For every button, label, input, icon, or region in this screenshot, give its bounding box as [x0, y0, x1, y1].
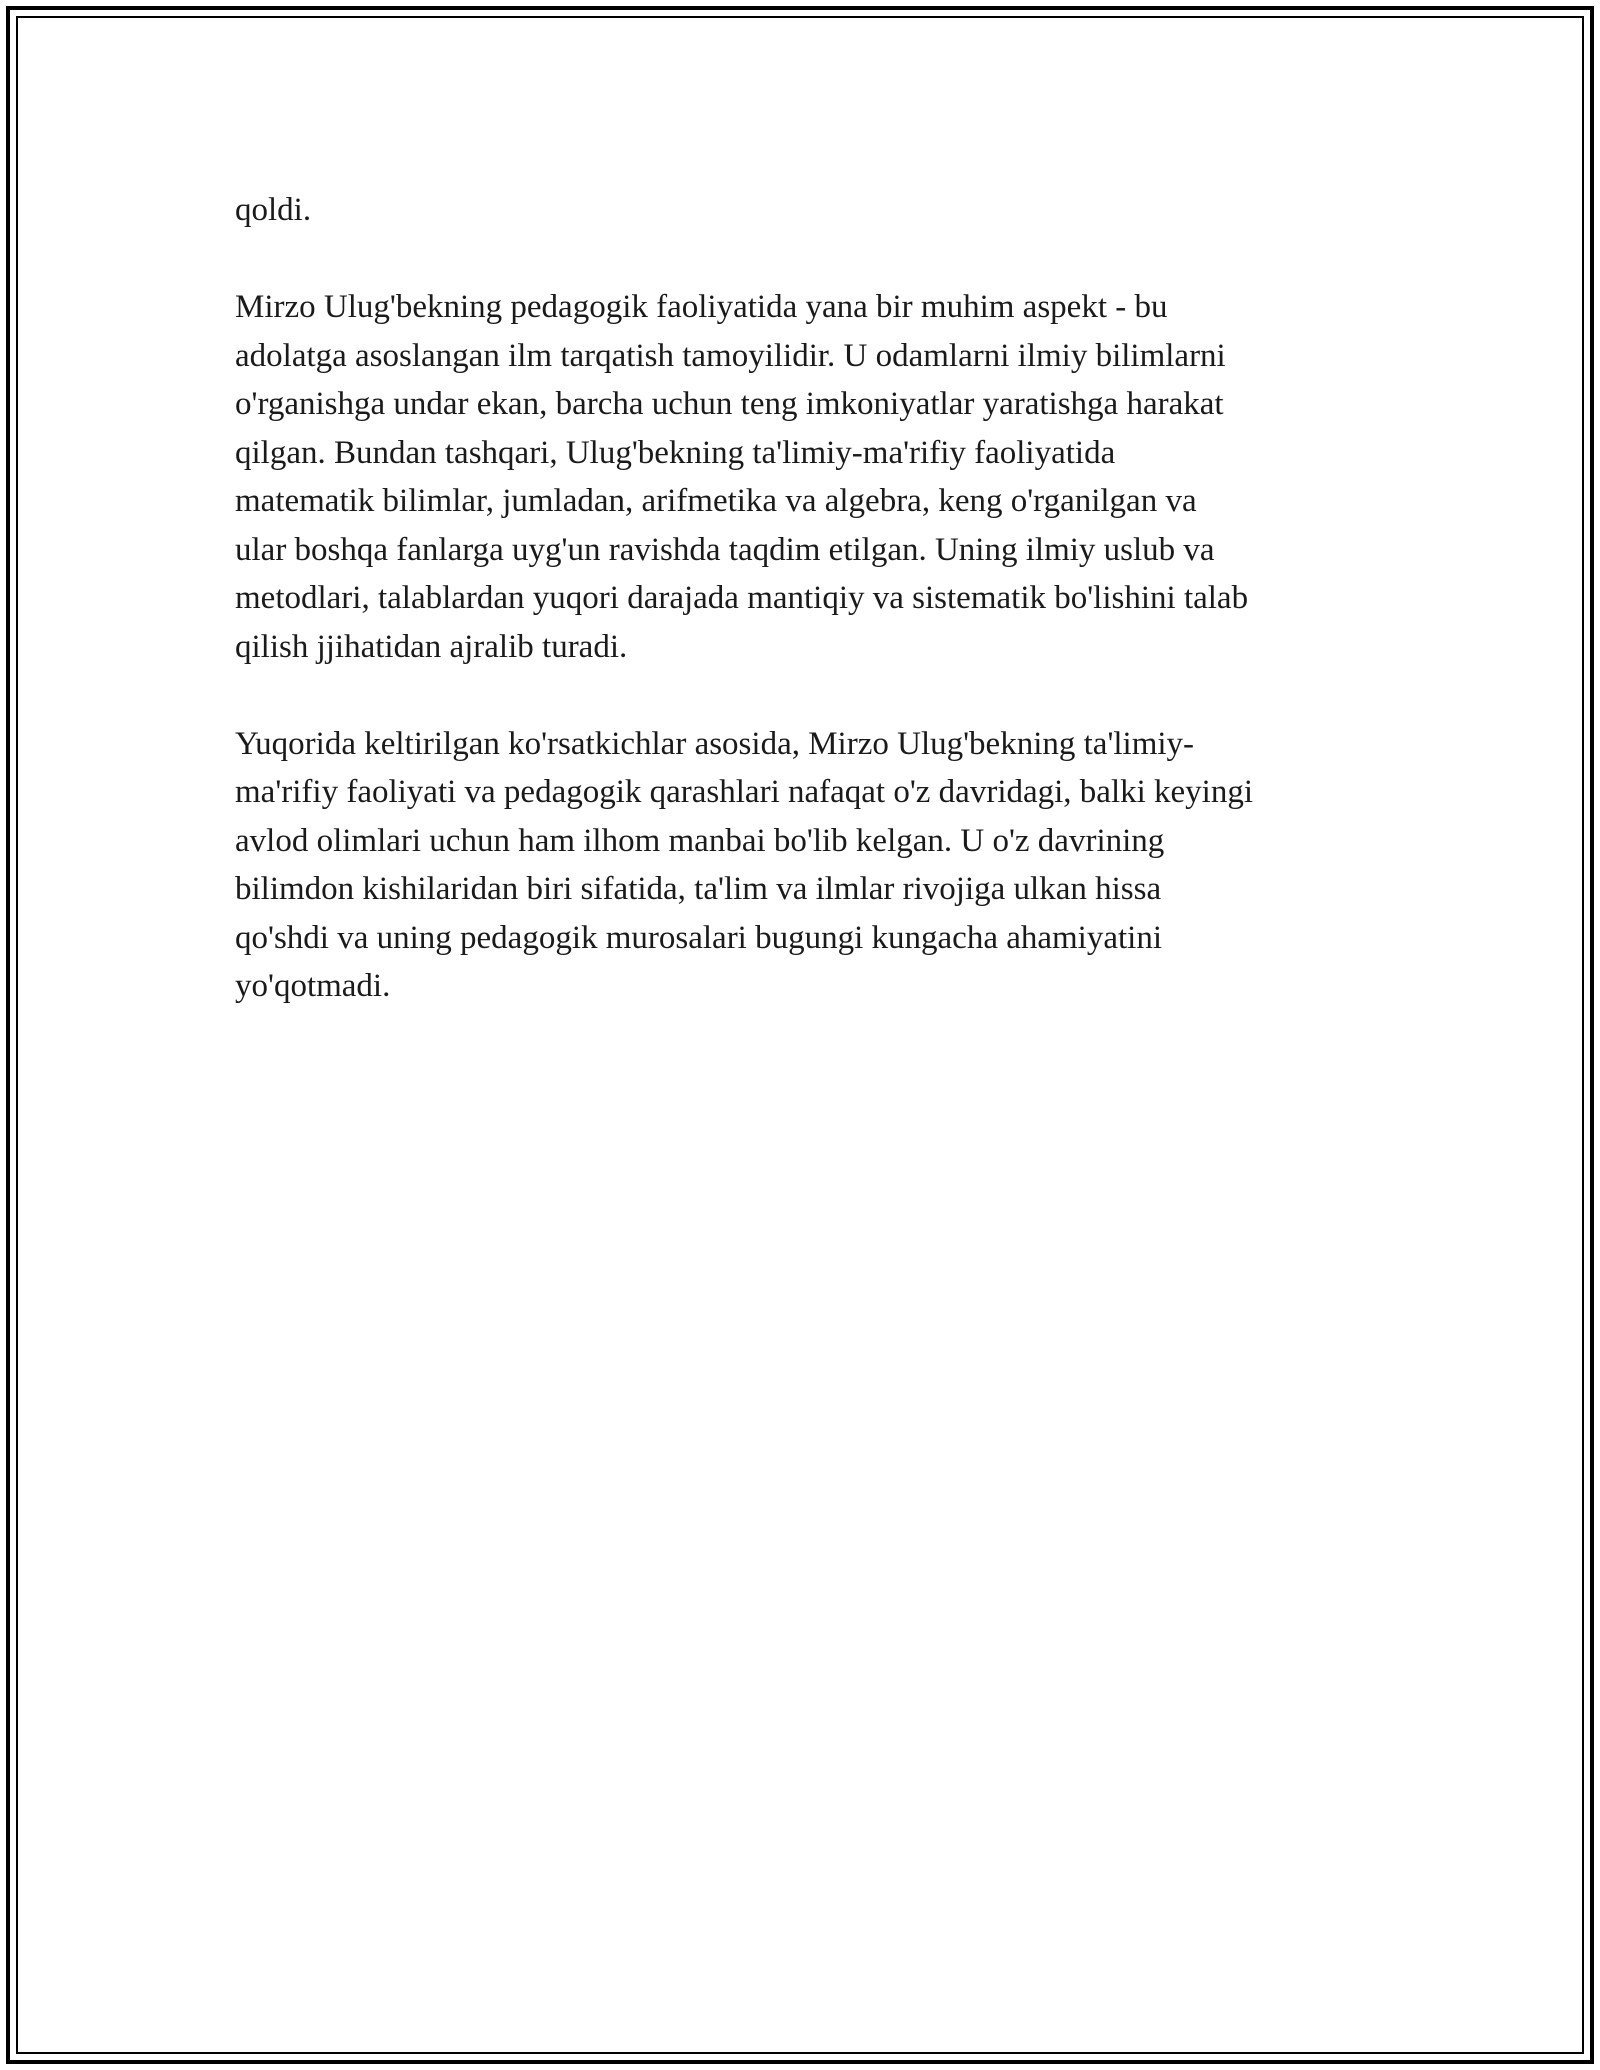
text-line: qoldi. [235, 192, 312, 228]
text-line: matematik bilimlar, jumladan, arifmetika va algebra, keng o'rganilgan va [235, 483, 1197, 519]
text-line: metodlari, talablardan yuqori darajada mantiqiy va sistematik bo'lishini talab [235, 580, 1249, 616]
document-body [235, 186, 1370, 1059]
text-line: bilimdon kishilaridan biri sifatida, ta'lim va ilmlar rivojiga ulkan hissa [235, 871, 1162, 907]
text-line: adolatga asoslangan ilm tarqatish tamoyilidir. U odamlarni ilmiy bilimlarni [235, 337, 1226, 374]
text-line: o'rganishga undar ekan, barcha uchun teng imkoniyatlar yaratishga harakat [235, 386, 1224, 422]
text-line: Yuqorida keltirilgan ko'rsatkichlar asosida, Mirzo Ulug'bekning ta'limiy- [235, 725, 1195, 762]
paragraph-3 [235, 720, 1370, 1011]
text-line: qilish jjihatidan ajralib turadi. [235, 628, 628, 665]
text-line: avlod olimlari uchun ham ilhom manbai bo'lib kelgan. U o'z davrining [235, 822, 1165, 859]
text-line: ma'rifiy faoliyati va pedagogik qarashlari nafaqat o'z davridagi, balki keyingi [235, 774, 1254, 810]
paragraph-1 [235, 186, 1370, 235]
text-line: ular boshqa fanlarga uyg'un ravishda taqdim etilgan. Uning ilmiy uslub va [235, 531, 1215, 568]
text-line: qo'shdi va uning pedagogik murosalari bugungi kungacha ahamiyatini [235, 919, 1162, 956]
paragraph-2 [235, 283, 1370, 671]
text-line: Mirzo Ulug'bekning pedagogik faoliyatida yana bir muhim aspekt - bu [235, 289, 1168, 325]
text-line: yo'qotmadi. [235, 968, 391, 1004]
text-line: qilgan. Bundan tashqari, Ulug'bekning ta'limiy-ma'rifiy faoliyatida [235, 434, 1116, 471]
